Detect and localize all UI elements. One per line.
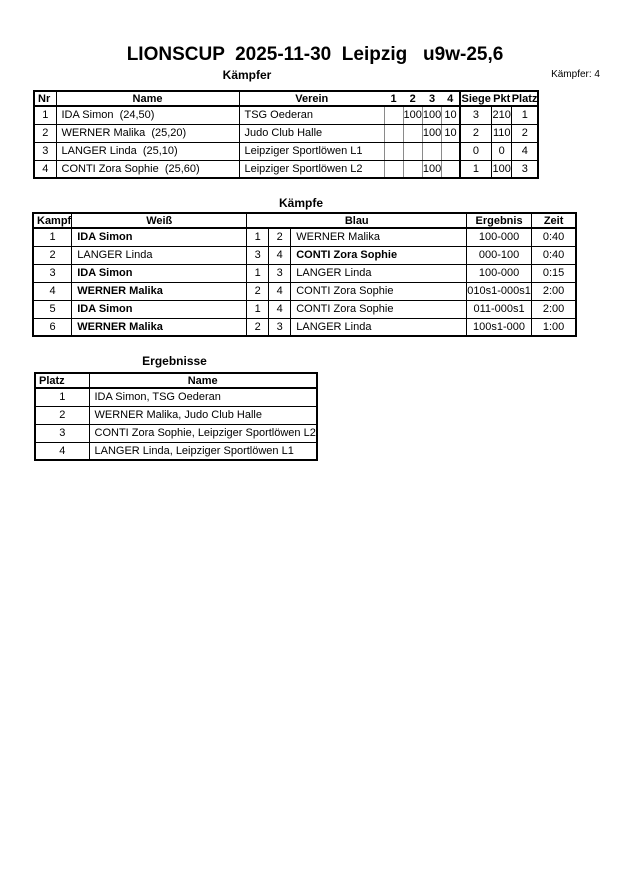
cell-result-3: 100 [422,106,441,124]
table-row [34,160,538,178]
cell-weiss-nr: 2 [247,282,269,300]
cell-nr: 4 [34,160,56,178]
cell-blau-nr: 4 [269,282,291,300]
cell-siege: 1 [460,160,492,178]
cell-verein: TSG Oederan [239,106,384,124]
column-header-ergebnis: Ergebnis [467,213,532,228]
cell-kampf: 2 [33,246,72,264]
ergebnisse-header-row [35,373,317,388]
cell-platz: 3 [35,424,89,442]
table-row [33,282,576,300]
cell-blau-name: WERNER Malika [291,228,467,246]
cell-weiss-nr: 1 [247,228,269,246]
cell-name: IDA Simon (24,50) [56,106,239,124]
cell-result-3 [422,142,441,160]
cell-kampf: 1 [33,228,72,246]
column-header-platz: Platz [511,92,538,105]
column-header-blau: Blau [247,213,467,228]
kaempfe-header-row [33,213,576,228]
cell-kampf: 6 [33,318,72,336]
cell-pkt: 0 [492,142,512,160]
ergebnisse-section-title: Ergebnisse [142,354,207,368]
cell-zeit: 1:00 [531,318,576,336]
kaempfer-header-row [34,91,538,106]
fighter-count-label: Kämpfer: 4 [551,69,600,80]
table-row [33,300,576,318]
cell-result-4: 10 [442,106,460,124]
table-row [34,124,538,142]
cell-nr: 1 [34,106,56,124]
column-header-opponent-1: 1 [384,91,403,106]
cell-ergebnis: 011-000s1 [467,300,532,318]
cell-result-2 [403,142,422,160]
cell-result-4 [442,142,460,160]
cell-ergebnis: 000-100 [467,246,532,264]
cell-result-4 [442,160,460,178]
cell-result-4: 10 [442,124,460,142]
cell-zeit: 2:00 [531,282,576,300]
cell-platz: 4 [35,442,89,460]
kaempfer-section-title: Kämpfer [222,68,272,82]
cell-pkt: 100 [492,160,512,178]
cell-pkt: 210 [492,106,512,124]
cell-kampf: 4 [33,282,72,300]
column-header-name: Name [89,373,317,388]
cell-name: LANGER Linda, Leipziger Sportlöwen L1 [89,442,317,460]
column-header-opponent-4: 4 [442,91,460,106]
column-header-nr: Nr [34,91,56,106]
column-header-platz: Platz [35,373,89,388]
column-header-pkt: Pkt [493,92,511,105]
cell-weiss-name: IDA Simon [72,300,247,318]
cell-blau-name: CONTI Zora Sophie [291,282,467,300]
table-row [33,318,576,336]
column-header-verein: Verein [239,91,384,106]
column-header-opponent-3: 3 [422,91,441,106]
cell-weiss-nr: 2 [247,318,269,336]
column-header-kampf: Kampf [33,213,72,228]
cell-blau-name: CONTI Zora Sophie [291,246,467,264]
column-header-weiss: Weiß [72,213,247,228]
cell-nr: 2 [34,124,56,142]
cell-blau-nr: 4 [269,246,291,264]
column-header-name: Name [56,91,239,106]
cell-verein: Leipziger Sportlöwen L1 [239,142,384,160]
cell-result-1 [384,106,403,124]
cell-weiss-name: WERNER Malika [72,282,247,300]
cell-name: IDA Simon, TSG Oederan [89,388,317,406]
cell-nr: 3 [34,142,56,160]
cell-name: WERNER Malika (25,20) [56,124,239,142]
ergebnisse-table [34,372,318,461]
cell-weiss-name: IDA Simon [72,264,247,282]
column-header-opponent-2: 2 [403,91,422,106]
cell-platz: 1 [512,106,539,124]
cell-pkt: 110 [492,124,512,142]
cell-result-2: 100 [403,106,422,124]
cell-blau-name: LANGER Linda [291,318,467,336]
cell-ergebnis: 100-000 [467,264,532,282]
cell-verein: Judo Club Halle [239,124,384,142]
cell-ergebnis: 100s1-000 [467,318,532,336]
cell-blau-name: LANGER Linda [291,264,467,282]
cell-siege: 0 [460,142,492,160]
cell-blau-nr: 4 [269,300,291,318]
cell-kampf: 5 [33,300,72,318]
cell-zeit: 0:40 [531,228,576,246]
cell-zeit: 0:15 [531,264,576,282]
cell-result-1 [384,160,403,178]
cell-siege: 3 [460,106,492,124]
cell-platz: 2 [512,124,539,142]
table-row [35,406,317,424]
cell-result-2 [403,124,422,142]
cell-weiss-name: WERNER Malika [72,318,247,336]
cell-name: LANGER Linda (25,10) [56,142,239,160]
cell-blau-name: CONTI Zora Sophie [291,300,467,318]
cell-result-2 [403,160,422,178]
page-title: LIONSCUP 2025-11-30 Leipzig u9w-25,6 [126,44,504,65]
column-header-siege: Siege [461,92,491,105]
cell-weiss-nr: 3 [247,246,269,264]
cell-platz: 1 [35,388,89,406]
table-row [33,264,576,282]
kaempfe-table [32,212,577,337]
column-header-zeit: Zeit [531,213,576,228]
cell-blau-nr: 2 [269,228,291,246]
table-row [35,442,317,460]
cell-ergebnis: 100-000 [467,228,532,246]
kaempfe-section-title: Kämpfe [278,196,323,210]
cell-kampf: 3 [33,264,72,282]
cell-weiss-name: IDA Simon [72,228,247,246]
cell-result-1 [384,142,403,160]
cell-name: WERNER Malika, Judo Club Halle [89,406,317,424]
table-row [35,424,317,442]
cell-zeit: 0:40 [531,246,576,264]
cell-name: CONTI Zora Sophie, Leipziger Sportlöwen L2 [89,424,317,442]
table-row [34,142,538,160]
cell-blau-nr: 3 [269,264,291,282]
cell-verein: Leipziger Sportlöwen L2 [239,160,384,178]
cell-weiss-nr: 1 [247,264,269,282]
cell-platz: 4 [512,142,539,160]
kaempfer-table [33,90,539,179]
cell-zeit: 2:00 [531,300,576,318]
cell-platz: 2 [35,406,89,424]
cell-weiss-name: LANGER Linda [72,246,247,264]
cell-blau-nr: 3 [269,318,291,336]
table-row [34,106,538,124]
cell-ergebnis: 010s1-000s1 [467,282,532,300]
cell-result-3: 100 [422,124,441,142]
table-row [33,246,576,264]
cell-platz: 3 [512,160,539,178]
cell-result-1 [384,124,403,142]
cell-siege: 2 [460,124,492,142]
cell-weiss-nr: 1 [247,300,269,318]
cell-result-3: 100 [422,160,441,178]
table-row [33,228,576,246]
table-row [35,388,317,406]
cell-name: CONTI Zora Sophie (25,60) [56,160,239,178]
